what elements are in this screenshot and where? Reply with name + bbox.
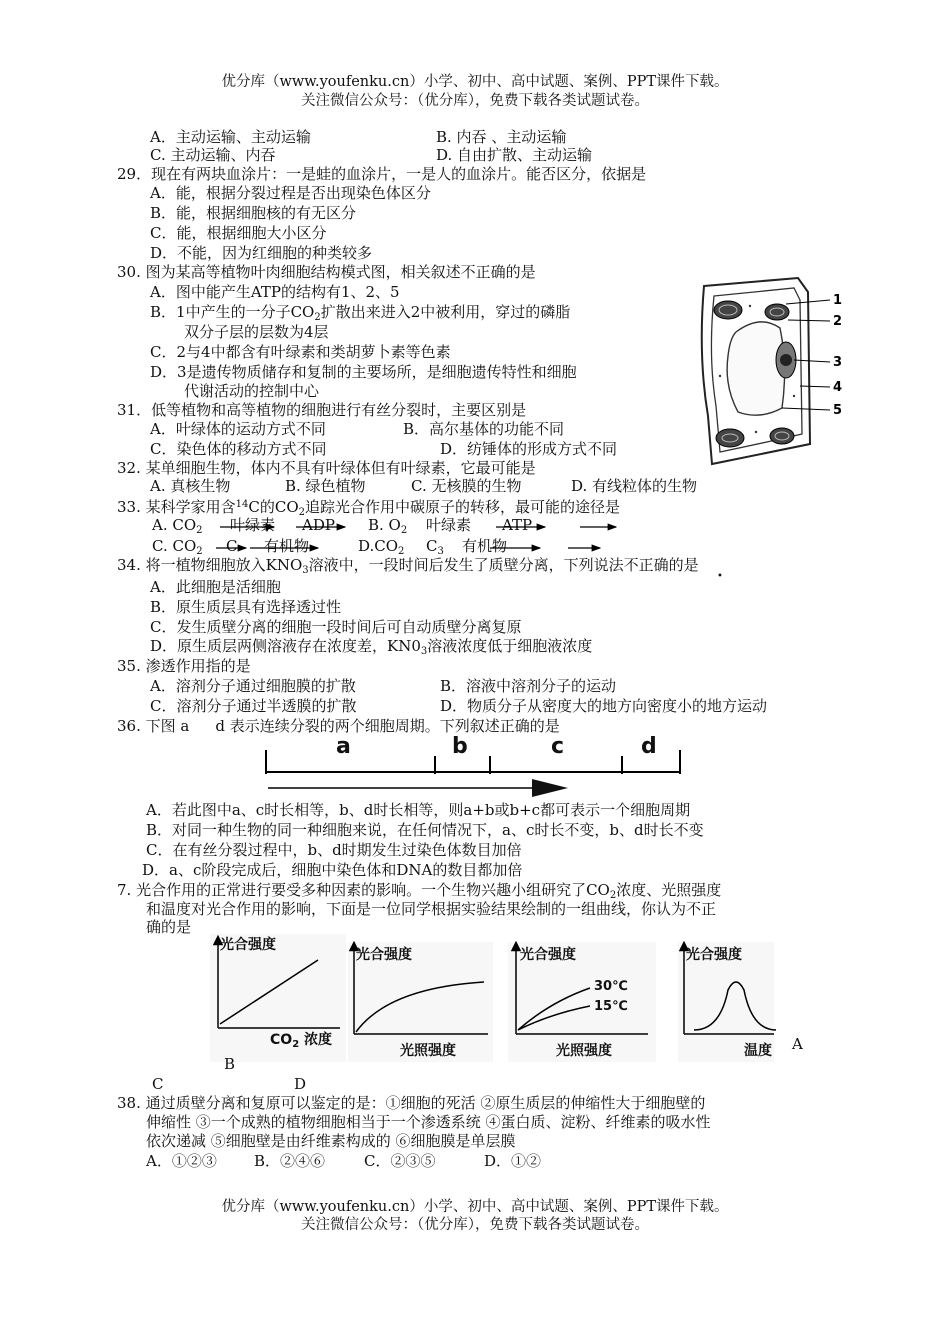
q34-stem: 34. 将一植物细胞放入$KNO_3$溶液中，一段时间后发生了质壁分离，下列说法不正确的是	[117, 556, 699, 576]
q33-option-b-step1: 叶绿素	[426, 516, 472, 534]
q33-option-b-step2: ATP	[502, 516, 533, 534]
q30-option-c: C．2与4中都含有叶绿素和类胡萝卜素等色素	[150, 343, 451, 361]
q29-option-b: B．能，根据细胞核的有无区分	[150, 204, 357, 222]
q35-option-a: A．溶剂分子通过细胞膜的扩散	[150, 677, 356, 695]
q28-option-d: D. 自由扩散、主动运输	[436, 146, 593, 164]
cell-label-3: 3	[833, 355, 843, 370]
q33-option-c-step1: C	[226, 537, 238, 555]
q33-option-d-label: $D.CO_2$	[358, 537, 405, 557]
g2-y-label: 光合强度	[356, 947, 412, 963]
q30-option-b-line1: B．1中产生的一分子$CO_2$扩散出来进入2中被利用，穿过的磷脂	[150, 303, 571, 323]
q37-stem-line2: 和温度对光合作用的影响，下面是一位同学根据实验结果绘制的一组曲线，你认为不正	[146, 900, 717, 918]
segment-b: b	[452, 734, 468, 759]
graph-option-c: C	[152, 1075, 164, 1093]
q38-option-b: B．②④⑥	[254, 1152, 326, 1170]
q33-option-a-step2: ADP	[302, 516, 335, 534]
g2-x-label: 光照强度	[400, 1043, 456, 1059]
q28-option-b: B. 内吞 、主动运输	[436, 128, 567, 146]
g3-x-label: 光照强度	[556, 1043, 612, 1059]
cell-label-5: 5	[833, 403, 843, 418]
q38-option-a: A．①②③	[146, 1152, 217, 1170]
q35-stem: 35. 渗透作用指的是	[117, 657, 251, 675]
q36-option-a: A．若此图中a、c时长相等，b、d时长相等，则a+b或b+c都可表示一个细胞周期	[146, 801, 691, 819]
header-line-2: 关注微信公众号：（优分库），免费下载各类试题试卷。	[301, 93, 649, 109]
footer-line-1: 优分库（www.youfenku.cn）小学、初中、高中试题、案例、PPT课件下载。	[221, 1199, 729, 1215]
graph-option-a: A	[792, 1035, 803, 1053]
q33-option-c-step2: 有机物	[264, 537, 310, 555]
footer-line-2: 关注微信公众号：（优分库），免费下载各类试题试卷。	[301, 1217, 649, 1233]
q28-option-c: C. 主动运输、内吞	[150, 146, 276, 164]
segment-c: c	[551, 734, 565, 759]
q28-option-a: A．主动运输、主动运输	[150, 128, 311, 146]
q32-option-a: A. 真核生物	[150, 477, 231, 495]
q38-option-d: D．①②	[484, 1152, 542, 1170]
q33-option-a-label: A. $CO_2$	[152, 516, 203, 536]
q33-stem: 33. 某科学家用含$^{14}$C的$CO_2$追踪光合作用中碳原子的转移，最可能的途径是	[117, 498, 621, 518]
segment-a: a	[336, 734, 351, 759]
q36-option-b: B．对同一种生物的同一种细胞来说，在任何情况下，a、c时长不变，b、d时长不变	[146, 821, 704, 839]
q33-option-a-step1: 叶绿素	[230, 516, 276, 534]
q38-stem-line3: 依次递减 ⑤细胞壁是由纤维素构成的 ⑥细胞膜是单层膜	[146, 1132, 516, 1150]
q32-stem: 32. 某单细胞生物，体内不具有叶绿体但有叶绿素，它最可能是	[117, 459, 536, 477]
q33-reaction-arrows	[0, 0, 950, 600]
g4-y-label: 光合强度	[686, 947, 742, 963]
q35-option-d: D．物质分子从密度大的地方向密度小的地方运动	[440, 697, 768, 715]
q38-option-c: C．②③⑤	[364, 1152, 436, 1170]
q38-stem-line1: 38. 通过质壁分离和复原可以鉴定的是：①细胞的死活 ②原生质层的伸缩性大于细胞壁的	[117, 1094, 706, 1112]
q30-option-d-line2: 代谢活动的控制中心	[184, 382, 320, 400]
q37-stem-line3: 确的是	[146, 918, 192, 936]
q29-stem: 29．现在有两块血涂片：一是蛙的血涂片，一是人的血涂片。能否区分，依据是	[117, 165, 647, 183]
q31-option-c: C．染色体的移动方式不同	[150, 440, 327, 458]
q38-stem-line2: 伸缩性 ③一个成熟的植物细胞相当于一个渗透系统 ④蛋白质、淀粉、纤维素的吸水性	[146, 1113, 711, 1131]
q36-option-c: C．在有丝分裂过程中，b、d时期发生过染色体数目加倍	[146, 841, 522, 859]
q30-stem: 30. 图为某高等植物叶肉细胞结构模式图，相关叙述不正确的是	[117, 263, 536, 281]
q34-option-c: C．发生质壁分离的细胞一段时间后可自动质壁分离复原	[150, 618, 522, 636]
q29-option-d: D．不能，因为红细胞的种类较多	[150, 244, 373, 262]
g1-x-label: $CO_2$ 浓度	[270, 1032, 333, 1050]
graph-option-b: B	[224, 1055, 236, 1073]
q36-stem: 36. 下图 a d 表示连续分裂的两个细胞周期。下列叙述正确的是	[117, 717, 560, 735]
g3-y-label: 光合强度	[520, 947, 576, 963]
q30-option-d-line1: D．3是遗传物质储存和复制的主要场所，是细胞遗传特性和细胞	[150, 363, 577, 381]
q30-option-a: A．图中能产生ATP的结构有1、2、5	[150, 283, 400, 301]
q33-option-b-label: B. $O_2$	[368, 516, 408, 536]
q35-option-c: C．溶剂分子通过半透膜的扩散	[150, 697, 357, 715]
q32-option-d: D. 有线粒体的生物	[571, 477, 698, 495]
q33-option-c-label: C. $CO_2$	[152, 537, 203, 557]
graph-option-d: D	[294, 1075, 307, 1093]
cell-cycle-timeline	[250, 736, 700, 802]
emphasis-dot: •	[717, 571, 723, 582]
q34-option-b: B．原生质层具有选择透过性	[150, 598, 342, 616]
q35-option-b: B．溶液中溶剂分子的运动	[440, 677, 617, 695]
segment-d: d	[641, 734, 657, 759]
g1-y-label: 光合强度	[220, 937, 276, 953]
q37-stem-line1: 7. 光合作用的正常进行要受多种因素的影响。一个生物兴趣小组研究了$CO_2$浓度、光照强度	[117, 881, 722, 901]
q33-option-d-step2: 有机物	[462, 537, 508, 555]
q34-option-a: A．此细胞是活细胞	[150, 578, 281, 596]
q31-option-d: D．纺锤体的形成方式不同	[440, 440, 618, 458]
g4-x-label: 温度	[744, 1043, 772, 1059]
q34-option-d: D．原生质层两侧溶液存在浓度差，$KN0_3$溶液浓度低于细胞液浓度	[150, 637, 593, 657]
g3-curve-15c: 15℃	[594, 999, 628, 1014]
cell-label-2: 2	[833, 314, 843, 329]
q29-option-a: A．能，根据分裂过程是否出现染色体区分	[150, 184, 431, 202]
header-line-1: 优分库（www.youfenku.cn）小学、初中、高中试题、案例、PPT课件下载。	[221, 74, 729, 90]
q32-option-b: B. 绿色植物	[285, 477, 366, 495]
q31-stem: 31．低等植物和高等植物的细胞进行有丝分裂时，主要区别是	[117, 401, 527, 419]
q30-option-b-line2: 双分子层的层数为4层	[184, 323, 329, 341]
q29-option-c: C．能，根据细胞大小区分	[150, 224, 327, 242]
q31-option-a: A．叶绿体的运动方式不同	[150, 420, 326, 438]
q32-option-c: C. 无核膜的生物	[411, 477, 522, 495]
q33-option-d-step1: $C_3$	[426, 537, 444, 557]
cell-label-1: 1	[833, 293, 843, 308]
photosynthesis-graphs	[0, 930, 950, 1070]
q31-option-b: B．高尔基体的功能不同	[403, 420, 565, 438]
g3-curve-30c: 30℃	[594, 979, 628, 994]
cell-label-4: 4	[833, 380, 843, 395]
q36-option-d: D．a、c阶段完成后，细胞中染色体和DNA的数目都加倍	[142, 861, 523, 879]
